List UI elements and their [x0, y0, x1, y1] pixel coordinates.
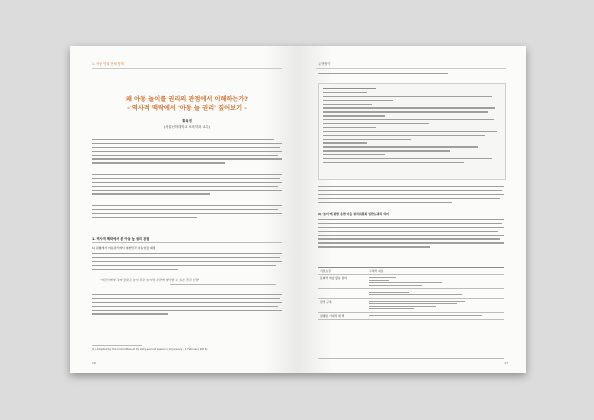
section-heading-right: 2) '놀이'에 관한 유엔 아동 권리위원회 일반논평의 의미: [318, 212, 389, 216]
running-head: 1. 아동 인권 전체 통계: [92, 62, 124, 66]
right-body-paragraph-2: [318, 219, 504, 250]
section-heading: 1. 역사적 맥락에서 본 아동 놀 권리 관점: [92, 237, 150, 241]
text-box: [318, 83, 506, 180]
table-row: [318, 298, 504, 312]
table-cell: [367, 289, 504, 298]
table-cell: [367, 275, 504, 289]
intro-paragraph: [92, 139, 282, 166]
table-row: [318, 289, 504, 298]
book-spread: [70, 46, 526, 373]
subsection-heading: 1) 원형에서 아동권리에서 대한민국 아동헌장 제정: [92, 246, 156, 250]
table-cell: 권리 구축: [318, 298, 367, 312]
table-cell: [367, 312, 504, 319]
right-page: [298, 46, 526, 373]
left-page: [70, 46, 298, 373]
author-name: 황옥경: [182, 119, 192, 123]
table-header-cell: 기본요강: [318, 268, 367, 275]
body-paragraph-2: [92, 174, 282, 197]
body-paragraph-5: [92, 294, 282, 317]
header-rule-right: [316, 68, 506, 69]
table-cell: 실행된 기대적 계 맥: [318, 312, 367, 319]
author-affiliation: (서울신학대학교 보육학과 교수): [163, 125, 211, 129]
footnote: (1) Adopted by the Committee at its sixty-second session (14 January - 1 February 2013).: [92, 348, 209, 351]
body-paragraph-4: [92, 253, 282, 272]
article-subtitle: - 역사적 맥락에서 '아동 놀 권리' 짚어보기 -: [127, 105, 247, 112]
running-head-right: 유엔협약: [318, 62, 331, 66]
quoted-text: '어린이에게 그에 알맞은 놀이 또는 놀이와 오락에 참가할 수 있는 권리 인정': [100, 278, 200, 282]
page-number-left: 16: [92, 361, 96, 365]
table-cell: [367, 298, 504, 312]
header-rule: [92, 68, 282, 69]
right-body-paragraph-1: [318, 186, 504, 205]
table-header-cell: 구체적 내용: [367, 268, 504, 275]
quote-continuation: [100, 284, 276, 288]
table-cell: 문화적 예술 활동 참여: [318, 275, 367, 289]
section-rule: [92, 242, 282, 243]
table-cell: [318, 289, 367, 298]
body-paragraph-3: [92, 205, 282, 221]
right-intro-text: [318, 73, 504, 77]
table-row: [318, 312, 504, 319]
table-row: [318, 275, 504, 289]
summary-table: [318, 267, 504, 320]
footer-rule: [318, 358, 504, 359]
page-number-right: 17: [504, 361, 508, 365]
footnote-rule: [92, 345, 142, 346]
article-title: 왜 아동 놀이를 권리의 관점에서 이해하는가?: [126, 96, 248, 103]
table-header-row: [318, 268, 504, 275]
